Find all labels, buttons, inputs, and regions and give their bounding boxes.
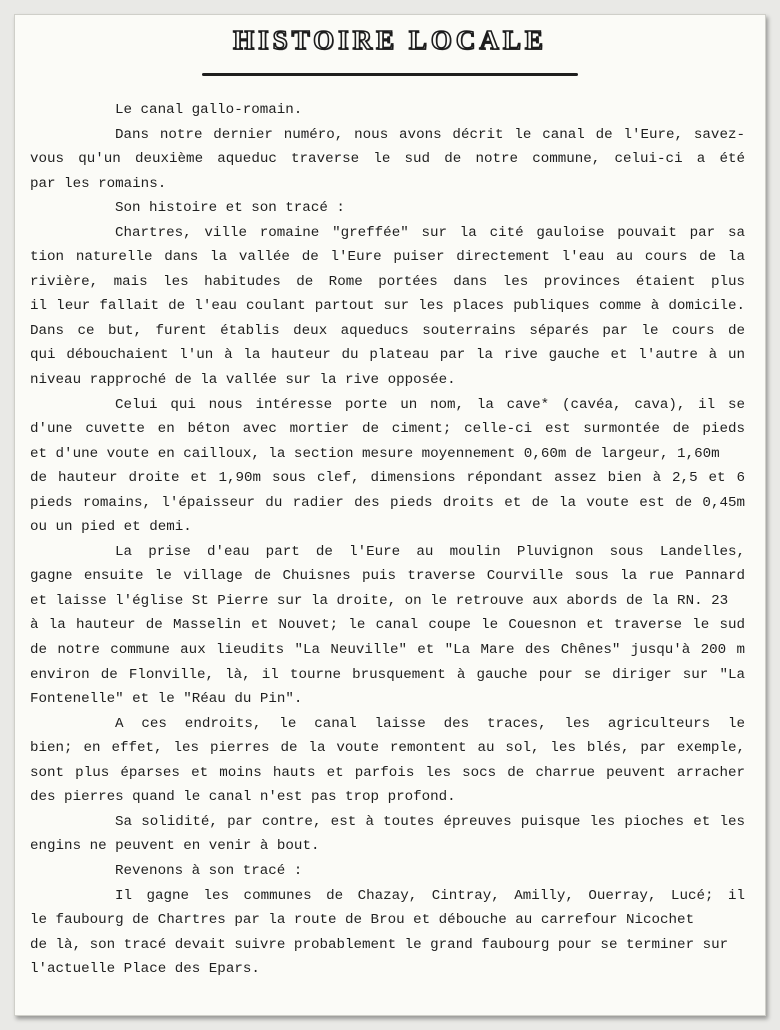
document-page (14, 14, 766, 1016)
text-line: tion naturelle dans la vallée de l'Eure puiser directement l'eau au cours de la (30, 249, 745, 266)
text-line: Il gagne les communes de Chazay, Cintray, Amilly, Ouerray, Lucé; il (115, 887, 745, 904)
text-line: de là, son tracé devait suivre probablement le grand faubourg pour se terminer sur (30, 936, 729, 953)
text-line: de hauteur droite et 1,90m sous clef, dimensions répondant assez bien à 2,5 et 6 (30, 470, 745, 487)
text-line: pieds romains, l'épaisseur du radier des pieds droits et de la voute est de 0,45m (30, 494, 745, 511)
text-line: il leur fallait de l'eau coulant partout sur les places publiques comme à domicile. (30, 298, 745, 315)
text-line: qui débouchaient l'un à la hauteur du plateau par la rive gauche et l'autre à un (30, 347, 745, 364)
text-line: Son histoire et son tracé : (115, 200, 345, 217)
text-line: niveau rapproché de la vallée sur la rive opposée. (30, 372, 456, 389)
text-line: et laisse l'église St Pierre sur la droite, on le retrouve aux abords de la RN. 23 (30, 592, 729, 609)
text-line: Fontenelle" et le "Réau du Pin". (30, 691, 303, 708)
text-line: des pierres quand le canal n'est pas trop profond. (30, 789, 456, 806)
text-line: par les romains. (30, 175, 167, 192)
text-line: le faubourg de Chartres par la route de Brou et débouche au carrefour Nicochet (30, 912, 695, 929)
text-line: et d'une voute en cailloux, la section mesure moyennement 0,60m de largeur, 1,60m (30, 445, 720, 462)
title-underline (202, 73, 578, 76)
text-line: à la hauteur de Masselin et Nouvet; le canal coupe le Couesnon et traverse le sud (30, 617, 745, 634)
text-line: A ces endroits, le canal laisse des traces, les agriculteurs le (115, 715, 745, 732)
text-line: ou un pied et demi. (30, 519, 192, 536)
page-title: HISTOIRE LOCALE (233, 25, 547, 55)
text-line: l'actuelle Place des Epars. (30, 961, 260, 978)
text-line: Dans ce but, furent établis deux aqueducs souterrains séparés par le cours de (30, 322, 745, 339)
header (15, 25, 765, 56)
text-line: engins ne peuvent en venir à bout. (30, 838, 320, 855)
text-line: de notre commune aux lieudits "La Neuville" et "La Mare des Chênes" jusqu'à 200 m (30, 642, 745, 659)
text-line: rivière, mais les habitudes de Rome portées dans les provinces étaient plus (30, 273, 745, 290)
text-line: sont plus éparses et moins hauts et parfois les socs de charrue peuvent arracher (30, 764, 745, 781)
text-line: d'une cuvette en béton avec mortier de ciment; celle-ci est surmontée de pieds (30, 421, 745, 438)
text-line: Revenons à son tracé : (115, 862, 303, 879)
text-line: Sa solidité, par contre, est à toutes épreuves puisque les pioches et les (115, 813, 745, 830)
text-line: Celui qui nous intéresse porte un nom, la cave* (cavéa, cava), il se (115, 396, 745, 413)
article-body (30, 98, 745, 982)
text-line: La prise d'eau part de l'Eure au moulin Pluvignon sous Landelles, (115, 543, 745, 560)
text-line: Le canal gallo-romain. (115, 102, 303, 118)
text-line: Dans notre dernier numéro, nous avons décrit le canal de l'Eure, savez- (115, 126, 745, 143)
text-line: gagne ensuite le village de Chuisnes puis traverse Courville sous la rue Pannard (30, 568, 745, 585)
text-line: environ de Flonville, là, il tourne brusquement à gauche pour se diriger sur "La (30, 666, 745, 683)
text-line: Chartres, ville romaine "greffée" sur la cité gauloise pouvait par sa (115, 224, 745, 241)
text-line: vous qu'un deuxième aqueduc traverse le sud de notre commune, celui-ci a été (30, 151, 745, 168)
text-line: bien; en effet, les pierres de la voute remontent au sol, les blés, par exemple, (30, 740, 745, 757)
